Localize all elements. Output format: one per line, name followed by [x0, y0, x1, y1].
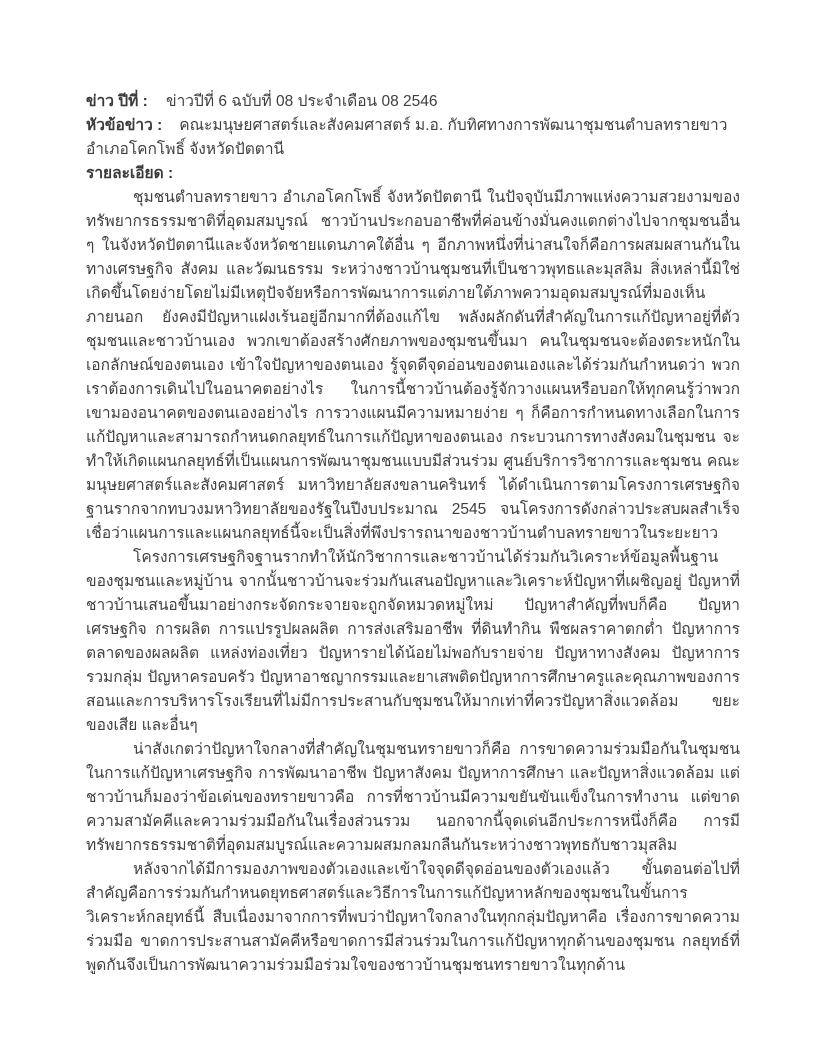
news-issue-value: ข่าวปีที่ 6 ฉบับที่ 08 ประจำเดือน 08 2546 [166, 93, 438, 110]
paragraph-4: หลังจากได้มีการมองภาพของตัวเองและเข้าใจจุดดีจุดอ่อนของตัวเองแล้ว ขั้นตอนต่อไปที่สำคัญคือการร่วมกันกำหนดยุทธศาสตร์และวิธีการในการแก้ปัญหาหลักของชุมชนในขั้นการวิเคราะห์กลยุทธ์นี้ สืบเนื่องมาจากการที่พบว่าปัญหาใจกลางในทุกกลุ่มปัญหาคือ เรื่องการขาดความร่วมมือ ขาดการประสานสามัคคีหรือขาดการมีส่วนร่วมในการแก้ปัญหาทุกด้านของชุมชน กลยุทธ์ที่พูดกันจึงเป็นการพัฒนาความร่วมมือร่วมใจของชาวบ้านชุมชนทรายขาวในทุกด้าน [86, 861, 740, 974]
news-issue-field [86, 90, 740, 114]
paragraph-3: น่าสังเกตว่าปัญหาใจกลางที่สำคัญในชุมชนทรายขาวก็คือ การขาดความร่วมมือกันในชุมชนในการแก้ปัญหาเศรษฐกิจ การพัฒนาอาชีพ ปัญหาสังคม ปัญหาการศึกษา และปัญหาสิ่งแวดล้อม แต่ชาวบ้านก็มองว่าข้อเด่นของทรายขาวคือ การที่ชาวบ้านมีความขยันขันแข็งในการทำงาน แต่ขาดความสามัคคีและความร่วมมือกันในเรื่องส่วนรวม นอกจากนี้จุดเด่นอีกประการหนึ่งก็คือ การมีทรัพยากรธรรมชาติที่อุดมสมบูรณ์และความผสมกลมกลืนกันระหว่างชาวพุทธกับชาวมุสลิม [86, 741, 740, 854]
document-content [86, 90, 740, 978]
details-field [86, 162, 740, 186]
news-title-field [86, 114, 740, 162]
paragraph-2: โครงการเศรษฐกิจฐานรากทำให้นักวิชาการและชาวบ้านได้ร่วมกันวิเคราะห์ข้อมูลพื้นฐานของชุมชนและหมู่บ้าน จากนั้นชาวบ้านจะร่วมกันเสนอปัญหาและวิเคราะห์ปัญหาที่เผชิญอยู่ ปัญหาที่ชาวบ้านเสนอขึ้นมาอย่างกระจัดกระจายจะถูกจัดหมวดหมู่ใหม่ ปัญหาสำคัญที่พบก็คือ ปัญหาเศรษฐกิจ การผลิต การแปรรูปผลผลิต การส่งเสริมอาชีพ ที่ดินทำกิน พืชผลราคาตกต่ำ ปัญหาการตลาดของผลผลิต แหล่งท่องเที่ยว ปัญหารายได้น้อยไม่พอกับรายจ่าย ปัญหาทางสังคม ปัญหาการรวมกลุ่ม ปัญหาครอบครัว ปัญหาอาชญากรรมและยาเสพติดปัญหาการศึกษาครูและคุณภาพของการสอนและการบริหารโรงเรียนที่ไม่มีการประสานกับชุมชนให้มากเท่าที่ควรปัญหาสิ่งแวดล้อม ขยะ ของเสีย และอื่นๆ [86, 549, 740, 734]
details-label: รายละเอียด : [86, 165, 174, 182]
news-title-label: หัวข้อข่าว : [86, 117, 163, 134]
news-issue-label: ข่าว ปีที่ : [86, 93, 148, 110]
paragraph-1: ชุมชนตำบลทรายขาว อำเภอโคกโพธิ์ จังหวัดปัตตานี ในปัจจุบันมีภาพแห่งความสวยงามของทรัพยากรธรรมชาติที่อุดมสมบูรณ์ ชาวบ้านประกอบอาชีพที่ค่อนข้างมั่นคงแตกต่างไปจากชุมชนอื่น ๆ ในจังหวัดปัตตานีและจังหวัดชายแดนภาคใต้อื่น ๆ อีกภาพหนึ่งที่น่าสนใจก็คือการผสมผสานกันในทางเศรษฐกิจ สังคม และวัฒนธรรม ระหว่างชาวบ้านชุมชนที่เป็นชาวพุทธและมุสลิม สิ่งเหล่านี้มิใช่เกิดขึ้นโดยง่ายโดยไม่มีเหตุปัจจัยหรือการพัฒนาการแต่ภายใต้ภาพความอุดมสมบูรณ์ที่มองเห็นภายนอก ยังคงมีปัญหาแฝงเร้นอยู่อีกมากที่ต้องแก้ไข พลังผลักดันที่สำคัญในการแก้ปัญหาอยู่ที่ตัวชุมชนและชาวบ้านเอง พวกเขาต้องสร้างศักยภาพของชุมชนขึ้นมา คนในชุมชนจะต้องตระหนักในเอกลักษณ์ของตนเอง เข้าใจปัญหาของตนเอง รู้จุดดีจุดอ่อนของตนเองและได้ร่วมกันกำหนดว่า พวกเราต้องการเดินไปในอนาคตอย่างไร ในการนี้ชาวบ้านต้องรู้จักวางแผนหรือบอกให้ทุกคนรู้ว่าพวกเขามองอนาคตของตนเองอย่างไร การวางแผนมีความหมายง่าย ๆ ก็คือการกำหนดทางเลือกในการแก้ปัญหาและสามารถกำหนดกลยุทธ์ในการแก้ปัญหาของตนเอง กระบวนการทางสังคมในชุมชน จะทำให้เกิดแผนกลยุทธ์ที่เป็นแผนการพัฒนาชุมชนแบบมีส่วนร่วม ศูนย์บริการวิชาการและชุมชน คณะมนุษยศาสตร์และสังคมศาสตร์ มหาวิทยาลัยสงขลานครินทร์ ได้ดำเนินการตามโครงการเศรษฐกิจฐานรากจากทบวงมหาวิทยาลัยของรัฐในปีงบประมาณ 2545 จนโครงการดังกล่าวประสบผลสำเร็จ เชื่อว่าแผนการและแผนกลยุทธ์นี้จะเป็นสิ่งที่พึงปรารถนาของชาวบ้านตำบลทรายขาวในระยะยาว [86, 189, 740, 542]
news-title-value: คณะมนุษยศาสตร์และสังคมศาสตร์ ม.อ. กับทิศทางการพัฒนาชุมชนตำบลทรายขาว อำเภอโคกโพธิ์ จังหวัดปัตตานี [86, 117, 728, 158]
